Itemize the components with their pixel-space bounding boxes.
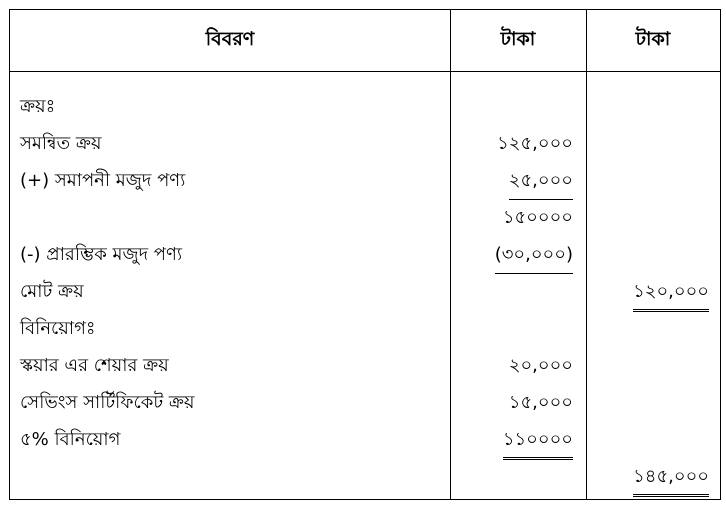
table-row: [10, 419, 720, 456]
row-amount: ১১০০০০: [503, 425, 573, 460]
row-description: (+) সমাপনী মজুদ পণ্য: [20, 170, 186, 191]
row-total: ১৪৫,০০০: [633, 462, 709, 497]
table-row: [10, 123, 720, 160]
row-description: ৫% বিনিয়োগ: [20, 429, 121, 450]
row-description: সমন্বিত ক্রয়: [20, 133, 102, 154]
row-amount: ১৫,০০০: [508, 392, 573, 413]
row-description: স্কয়ার এর শেয়ার ক্রয়: [20, 355, 169, 376]
table-row: [10, 234, 720, 271]
table-row: [10, 160, 720, 197]
table-row: [10, 86, 720, 123]
statement-table: [9, 9, 721, 500]
row-description: সেভিংস সার্টিফিকেট ক্রয়: [20, 392, 195, 413]
table-row: [10, 345, 720, 382]
header-divider: [10, 71, 720, 72]
row-amount: (৩০,০০০): [495, 240, 573, 274]
table-row: [10, 308, 720, 345]
row-description: মোট ক্রয়: [20, 281, 84, 302]
table-row: [10, 382, 720, 419]
row-amount: ২০,০০০: [508, 355, 573, 376]
header-description: বিবরণ: [205, 27, 255, 50]
row-description: (-) প্রারম্ভিক মজুদ পণ্য: [20, 244, 183, 265]
header-amount-2: টাকা: [635, 27, 671, 50]
row-amount: ১২৫,০০০: [497, 133, 573, 154]
row-description: বিনিয়োগঃ: [20, 318, 96, 339]
row-description: ক্রয়ঃ: [20, 96, 56, 117]
row-total: ১২০,০০০: [633, 277, 709, 312]
row-amount: ২৫,০০০: [509, 166, 573, 200]
header-amount-1: টাকা: [500, 27, 536, 50]
table-row: [10, 271, 720, 308]
table-row: [10, 456, 720, 493]
table-row: [10, 197, 720, 234]
row-amount-subtotal: ১৫০০০০: [502, 207, 573, 228]
